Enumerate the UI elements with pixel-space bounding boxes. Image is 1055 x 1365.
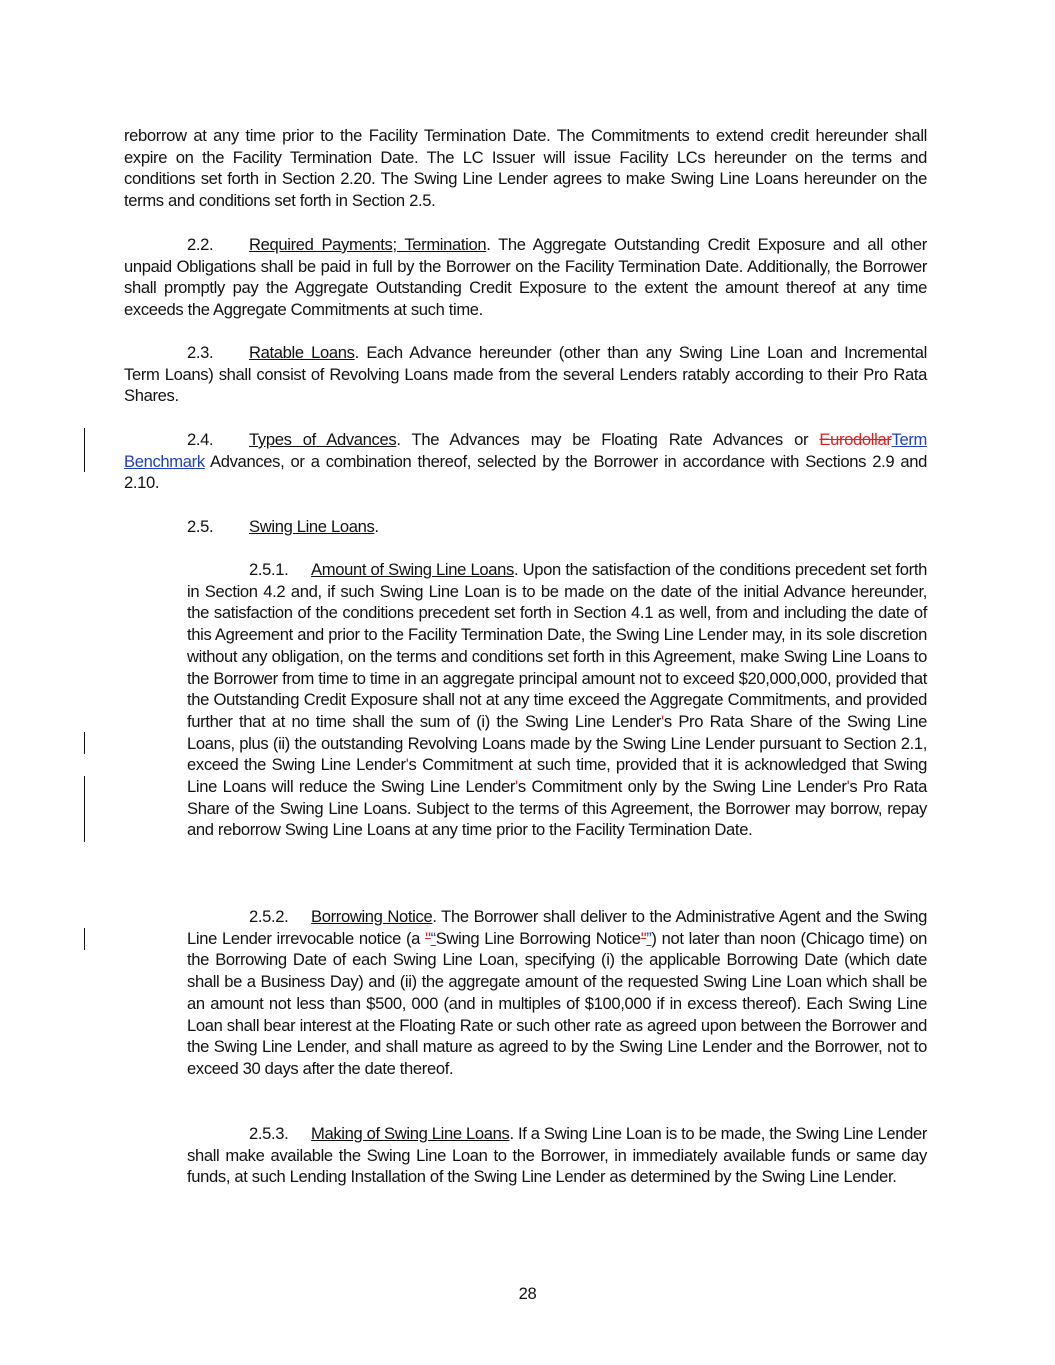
section-heading: Making of Swing Line Loans bbox=[311, 1124, 510, 1143]
section-heading: Swing Line Loans bbox=[249, 517, 375, 536]
section-text: . If a Swing Line Loan is to be made, the Swing Line Lender shall make available the Swing Line Loan to the Borrower, in immediately available funds or same day funds, at such Lending Installation of the Swing Line Lender as determined by the Swing Line Lender. bbox=[187, 1124, 928, 1187]
section-text: . Each Advance hereunder (other than any Swing Line Loan and Incremental Term Loans) shall consist of Revolving Loans made from the several Lenders ratably according to their Pro Rata Shares. bbox=[124, 343, 927, 406]
deleted-quote: " bbox=[425, 928, 431, 948]
section-2-3 bbox=[124, 342, 927, 407]
section-number: 2.2. bbox=[187, 235, 214, 254]
section-text: . The Advances may be Floating Rate Advances or bbox=[396, 430, 820, 449]
changed-apostrophe: ' bbox=[405, 755, 409, 775]
section-number: 2.5.1. bbox=[249, 560, 289, 579]
section-text: Advances, or a combination thereof, selected by the Borrower in accordance with Sections 2.9 and 2.10. bbox=[124, 451, 927, 493]
section-text: . The Aggregate Outstanding Credit Exposure and all other unpaid Obligations shall be paid in full by the Borrower on the Facility Termination Date. Additionally, the Borrower shall promptly pay the Aggregate Outstanding Credit Exposure to the extent the amount thereof at any time exceeds the Aggregate Commitments at such time. bbox=[124, 235, 927, 320]
inserted-quote: “ bbox=[430, 928, 436, 948]
deleted-text: Eurodollar bbox=[819, 430, 892, 449]
page-number: 28 bbox=[518, 1284, 537, 1303]
paragraph-text: reborrow at any time prior to the Facility Termination Date. The Commitments to extend credit hereunder shall expire on the Facility Termination Date. The LC Issuer will issue Facility LCs hereunder on the terms and conditions set forth in Section 2.20. The Swing Line Lender agrees to make Swing Line Loans hereunder on the terms and conditions set forth in Section 2.5. bbox=[124, 126, 927, 211]
changed-apostrophe: ' bbox=[515, 777, 518, 797]
inserted-quote: ” bbox=[646, 928, 652, 948]
section-2-4 bbox=[124, 429, 927, 494]
section-text: s Commitment only by the Swing Line Lender bbox=[517, 777, 847, 797]
revision-bar bbox=[84, 428, 85, 472]
section-number: 2.5. bbox=[187, 517, 214, 536]
section-text: . Upon the satisfaction of the conditions precedent set forth in Section 4.2 and, if such Swing Line Loan is to be made on the date of the initial Advance hereunder, the satisfaction of the conditions precedent set forth in Section 4.1 as well, from and including the date of this Agreement and prior to the Facility Termination Date, the Swing Line Lender may, in its sole discretion without any obligation, on the terms and conditions set forth in this Agreement, make Swing Line Loans to the Borrower from time to time in an aggregate principal amount not to exceed $20,000,000, provided that the Outstanding Credit Exposure shall not at any time exceed the Aggregate Commitments, and provided further that at no time shall the sum of (i) the Swing Line Lender bbox=[187, 560, 927, 731]
changed-apostrophe: ' bbox=[661, 711, 664, 731]
section-2-5 bbox=[124, 516, 927, 538]
section-2-5-2 bbox=[187, 906, 927, 1080]
revision-bar bbox=[84, 732, 85, 754]
changed-apostrophe: ' bbox=[846, 777, 850, 797]
section-text: . The Borrower shall deliver to the Administrative Agent and the Swing Line Lender irrevocable notice (a bbox=[187, 907, 927, 948]
section-text: s Commitment at such time, provided that it is acknowledged that Swing Line Loans will reduce the Swing Line Lender bbox=[187, 755, 927, 797]
section-number: 2.4. bbox=[187, 430, 214, 449]
revision-bar bbox=[84, 776, 85, 842]
deleted-quote: " bbox=[640, 928, 647, 948]
section-heading: Required Payments; Termination bbox=[249, 235, 487, 254]
section-heading: Ratable Loans bbox=[249, 343, 355, 362]
section-heading: Amount of Swing Line Loans bbox=[311, 560, 514, 579]
section-text: s Pro Rata Share of the Swing Line Loans, plus (ii) the outstanding Revolving Loans made by the Swing Line Lender pursuant to Section 2.1, exceed the Swing Line Lender bbox=[187, 711, 928, 775]
section-number: 2.3. bbox=[187, 343, 214, 362]
revision-bar bbox=[84, 928, 85, 950]
inserted-text: Term Benchmark bbox=[124, 430, 927, 471]
paragraph-continuation bbox=[124, 125, 927, 212]
section-heading: Borrowing Notice bbox=[311, 907, 433, 926]
section-2-2 bbox=[124, 234, 927, 321]
section-2-5-1 bbox=[187, 559, 927, 841]
section-number: 2.5.2. bbox=[249, 907, 289, 926]
section-text: s Pro Rata Share of the Swing Line Loans. Subject to the terms of this Agreement, the Borrower may borrow, repay and reborrow Swing Line Loans at any time prior to the Facility Termination Date. bbox=[187, 777, 927, 840]
section-2-5-3 bbox=[187, 1123, 927, 1188]
section-text: . bbox=[374, 517, 379, 536]
section-heading: Types of Advances bbox=[249, 430, 397, 449]
section-text: ) not later than noon (Chicago time) on the Borrowing Date of each Swing Line Loan, specifying (i) the applicable Borrowing Date (which date shall be a Business Day) and (ii) the aggregate amount of the requested Swing Line Loan which shall be an amount not less than $500, 000 (and in multiples of $100,000 if in excess thereof). Each Swing Line Loan shall bear interest at the Floating Rate or such other rate as agreed upon between the Borrower and the Swing Line Lender, and shall mature as agreed to by the Swing Line Lender and the Borrower, not to exceed 30 days after the date thereof. bbox=[187, 928, 927, 1078]
section-number: 2.5.3. bbox=[249, 1124, 289, 1143]
defined-term: Swing Line Borrowing Notice bbox=[435, 928, 641, 948]
